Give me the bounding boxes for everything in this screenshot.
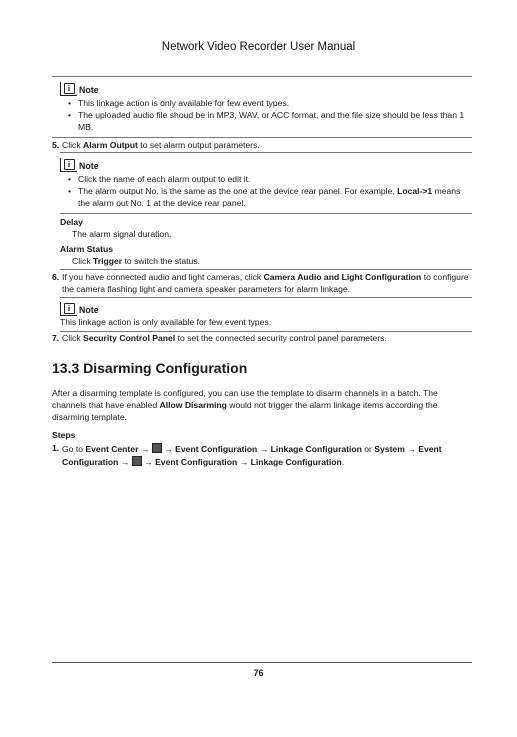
note-label: Note [79,84,99,95]
steps-title: Steps [52,429,76,440]
note-1-item: • The uploaded audio file shoud be in MP3, WAV, or ACC format, and the file size should be less than 1 MB. [70,110,472,134]
step-number: 7. [52,333,60,344]
definition-alarm-status: Click Trigger to switch the status. [72,255,201,266]
step-number: 6. [52,272,60,283]
note-label: Note [79,305,99,316]
step-text: Click Alarm Output to set alarm output parameters. [62,139,260,150]
note-2-item: • Click the name of each alarm output to edit it. [70,174,472,186]
page-number: 76 [253,668,264,678]
step-text: Go to Event Center → → Event Configuration → Linkage Configuration or System → Event Configuration → → Event Configuration → Linkage Configuration. [62,443,442,467]
note-icon: i [60,302,77,316]
section-heading: 13.3 Disarming Configuration [52,359,248,376]
note-icon: i [60,158,77,172]
note-2-list [60,174,472,210]
menu-icon [152,443,162,453]
note-heading [60,300,472,316]
note-heading [60,156,472,172]
step-text: If you have connected audio and light cameras, click Camera Audio and Light Configuration to configure the camera flashing light and camera speaker parameters for alarm linkage. [62,272,469,295]
step-number: 5. [52,139,60,150]
note-box-3 [60,297,472,332]
step-1 [52,443,472,469]
section-paragraph: After a disarming template is configured, you can use the template to disarm channels in a batch. The channels that have enabled Allow Disarming would not trigger the alarm linkage items according the disarming template. [52,388,438,422]
step-text: Click Security Control Panel to set the connected security control panel parameters. [62,333,387,344]
note-1-item: • This linkage action is only available for few event types. [70,98,472,110]
page-content [52,76,472,469]
note-label: Note [79,161,99,172]
menu-icon [132,456,142,466]
step-5 [52,140,472,152]
step-7 [52,333,472,345]
page-header-title: Network Video Recorder User Manual [161,41,356,53]
note-box-2 [60,152,472,214]
step-number: 1. [52,442,60,453]
note-icon: i [60,82,77,96]
term-delay: Delay [60,217,83,228]
parameter-definitions [60,217,472,270]
term-alarm-status: Alarm Status [60,243,114,254]
ui-term: Alarm Output [83,139,138,150]
definition-delay: The alarm signal duration. [72,228,172,239]
note-box-1 [52,76,472,138]
note-1-list [60,98,472,134]
step-6 [52,272,472,296]
note-3-text: This linkage action is only available for few event types. [60,317,272,328]
note-2-item: • The alarm output No. is the same as the one at the device rear panel. For example, Local->1 means the alarm out No. 1 at the device rear panel. [70,186,472,210]
note-heading [60,80,472,96]
footer-divider [52,662,472,663]
